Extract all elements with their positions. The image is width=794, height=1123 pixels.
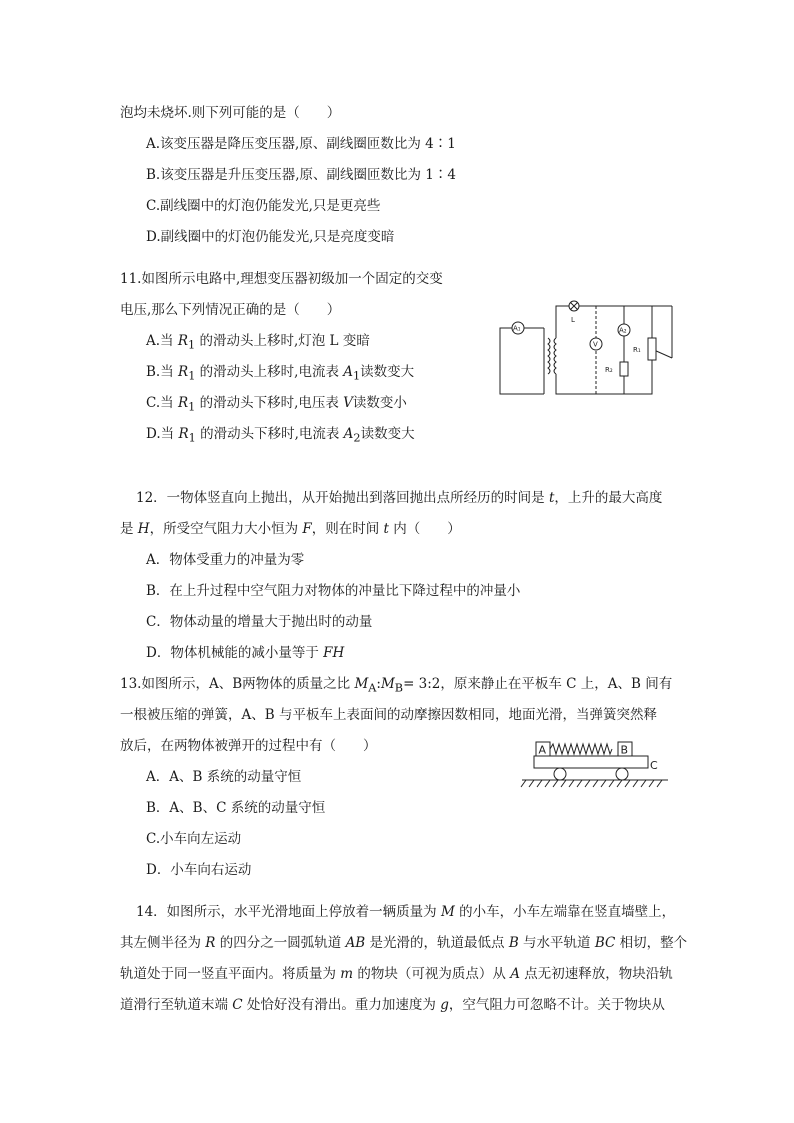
rheostat-r1-label: R₁ <box>633 346 641 354</box>
q13-option-b: B．A、B、C 系统的动量守恒 <box>146 800 326 816</box>
transformer-circuit-diagram <box>496 298 676 400</box>
q12-stem-line1: 12．一物体竖直向上抛出，从开始抛出到落回抛出点所经历的时间是 t，上升的最大高度 <box>136 490 663 506</box>
q14-stem-line2: 其左侧半径为 R 的四分之一圆弧轨道 AB 是光滑的，轨道最低点 B 与水平轨道 BC 相切，整个 <box>120 935 688 951</box>
ammeter-a1-label: A₁ <box>513 324 521 333</box>
q11-option-a: A.当 $R_1$ 的滑动头上移时,灯泡 L 变暗 <box>146 333 370 352</box>
q13-option-c: C.小车向左运动 <box>146 831 242 847</box>
q10-stem-tail: 泡均未烧坏.则下列可能的是（ ） <box>120 105 341 121</box>
ammeter-a2-label: A₂ <box>619 326 627 335</box>
q10-option-c: C.副线圈中的灯泡仍能发光,只是更亮些 <box>146 198 381 214</box>
q11-stem-line1: 11.如图所示电路中,理想变压器初级加一个固定的交变 <box>120 271 443 287</box>
cart-spring-diagram <box>520 736 670 796</box>
q12-option-d: D．物体机械能的减小量等于 FH <box>146 645 345 661</box>
q10-option-a: A.该变压器是降压变压器,原、副线圈匝数比为 4∶1 <box>146 136 456 152</box>
q12-stem-line2: 是 H，所受空气阻力大小恒为 F，则在时间 t 内（ ） <box>120 521 461 537</box>
resistor-r2-label: R₂ <box>605 366 613 374</box>
lamp-label: L <box>571 316 575 324</box>
q13-stem-line1: 13.如图所示，A、B两物体的质量之比 $M_A:M_B=$ 3:2，原来静止在平板车 C 上，A、B 间有 <box>120 676 673 695</box>
q13-stem-line3: 放后，在两物体被弹开的过程中有（ ） <box>120 738 377 754</box>
q11-option-b: B.当 $R_1$ 的滑动头上移时,电流表 $A_1$读数变大 <box>146 364 415 383</box>
cart-c-label: C <box>650 759 658 772</box>
q11-option-d: D.当 $R_1$ 的滑动头下移时,电流表 $A_2$读数变大 <box>146 426 415 445</box>
block-b-label: B <box>620 743 629 757</box>
q12-option-a: A．物体受重力的冲量为零 <box>146 552 305 568</box>
q12-option-b: B．在上升过程中空气阻力对物体的冲量比下降过程中的冲量小 <box>146 583 521 599</box>
q14-stem-line1: 14．如图所示，水平光滑地面上停放着一辆质量为 M 的小车，小车左端靠在竖直墙壁上， <box>136 904 676 920</box>
q12-option-c: C．物体动量的增量大于抛出时的动量 <box>146 614 373 630</box>
q10-option-d: D.副线圈中的灯泡仍能发光,只是亮度变暗 <box>146 229 395 245</box>
q14-stem-line4: 道滑行至轨道末端 C 处恰好没有滑出。重力加速度为 g，空气阻力可忽略不计。关于物块从 <box>120 997 665 1013</box>
q10-option-b: B.该变压器是升压变压器,原、副线圈匝数比为 1∶4 <box>146 167 456 183</box>
q14-stem-line3: 轨道处于同一竖直平面内。将质量为 m 的物块（可视为质点）从 A 点无初速释放，物块沿轨 <box>120 966 673 982</box>
q13-option-d: D．小车向右运动 <box>146 862 252 878</box>
block-a-label: A <box>538 743 547 757</box>
q13-option-a: A．A、B 系统的动量守恒 <box>146 769 302 785</box>
q11-option-c: C.当 $R_1$ 的滑动头下移时,电压表 V读数变小 <box>146 395 407 414</box>
voltmeter-label: V <box>593 340 598 349</box>
q11-stem-line2: 电压,那么下列情况正确的是（ ） <box>120 302 341 318</box>
q13-stem-line2: 一根被压缩的弹簧，A、B 与平板车上表面间的动摩擦因数相同，地面光滑，当弹簧突然释 <box>120 707 657 723</box>
